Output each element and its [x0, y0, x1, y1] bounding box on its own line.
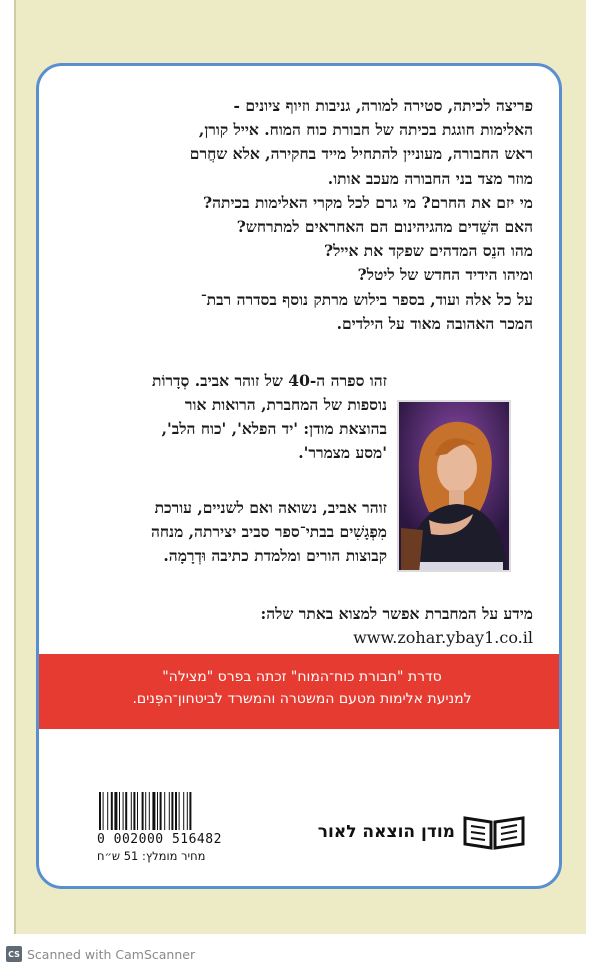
- author-bio-line: קבוצות הורים ומלמדת כתיבה וּדְרָמָה.: [163, 546, 387, 565]
- barcode-icon: [97, 792, 257, 830]
- blurb-line: האם השֵׁדים מהגיהינום הם האחראים למתרחש?: [236, 217, 533, 237]
- website-url[interactable]: www.zohar.ybay1.co.il: [353, 628, 533, 647]
- publisher-name: מודן הוצאה לאור: [317, 822, 455, 842]
- author-note: [67, 369, 387, 465]
- award-banner: [39, 654, 562, 729]
- author-bio: [67, 496, 387, 568]
- blurb-line: ראש החבורה, מעוניין להתחיל מייד בחקירה, אלא שחֲרם: [189, 144, 533, 164]
- blurb-line: מי יזם את החרם? מי גרם לכל מקרי האלימות בכיתה?: [203, 192, 533, 212]
- author-bio-line: זוהר אביב, נשואה ואם לשניים, עורכת: [154, 498, 387, 517]
- award-line-2: למניעת אלימות מטעם המשטרה והמשרד לביטחון־הפְּנים.: [132, 691, 472, 707]
- award-line-1: סדרת "חבורת כוח־המוח" זכתה בפרס "מצילה": [162, 669, 442, 685]
- author-note-line: זהו ספרה ה-40 של זוהר אביב. סְדָרוֹת: [152, 371, 387, 390]
- author-website: [63, 602, 533, 650]
- author-note-line: נוספות של המחברת, הרואות אור: [184, 395, 387, 414]
- blurb-line: המכר האהובה מאוד על הילדים.: [336, 313, 533, 333]
- book-back-cover: [14, 0, 586, 934]
- author-photo: [397, 400, 511, 572]
- author-note-line: בהוצאת מודן: 'יד הפלא', 'כוח הלב',: [161, 419, 387, 438]
- author-portrait: [399, 402, 511, 572]
- content-panel: [36, 63, 562, 889]
- author-note-line: 'מסע מצמרר'.: [298, 443, 387, 462]
- blurb-text: [53, 94, 533, 336]
- barcode-number: 0 002000 516482: [97, 832, 222, 847]
- scanner-watermark: [6, 944, 195, 964]
- blurb-line: מוזר מצד בני החבורה מעכב אותו.: [327, 168, 533, 188]
- blurb-line: מהו הנֵס המדהים שפקד את אייל?: [323, 241, 533, 261]
- camscanner-icon: CS: [6, 946, 22, 962]
- price-label: מחיר מומלץ: 51 ש״ח: [97, 849, 206, 863]
- website-intro: מידע על המחברת אפשר למצוא באתר שלה:: [260, 604, 533, 623]
- blurb-line: פריצה לכיתה, סטירה למורה, גניבות וזיוף ציונים -: [233, 96, 533, 115]
- barcode-area: [97, 792, 267, 863]
- blurb-line: ומיהו הידיד החדש של ליטל?: [357, 265, 533, 285]
- author-bio-line: מִפְגָשִׁים בבתי־ספר סביב יצירתה, מנחה: [150, 522, 387, 541]
- publisher-logo: [307, 806, 527, 852]
- blurb-line: על כל אלה ועוד, בספר בילוש מרתק נוסף בסדרה רבת־: [200, 289, 533, 309]
- open-book-icon: [461, 812, 527, 852]
- blurb-line: האלימות חוגגת בכיתה של חבורת כוח המוח. אייל קורן,: [198, 120, 533, 140]
- scanner-text: Scanned with CamScanner: [27, 946, 196, 962]
